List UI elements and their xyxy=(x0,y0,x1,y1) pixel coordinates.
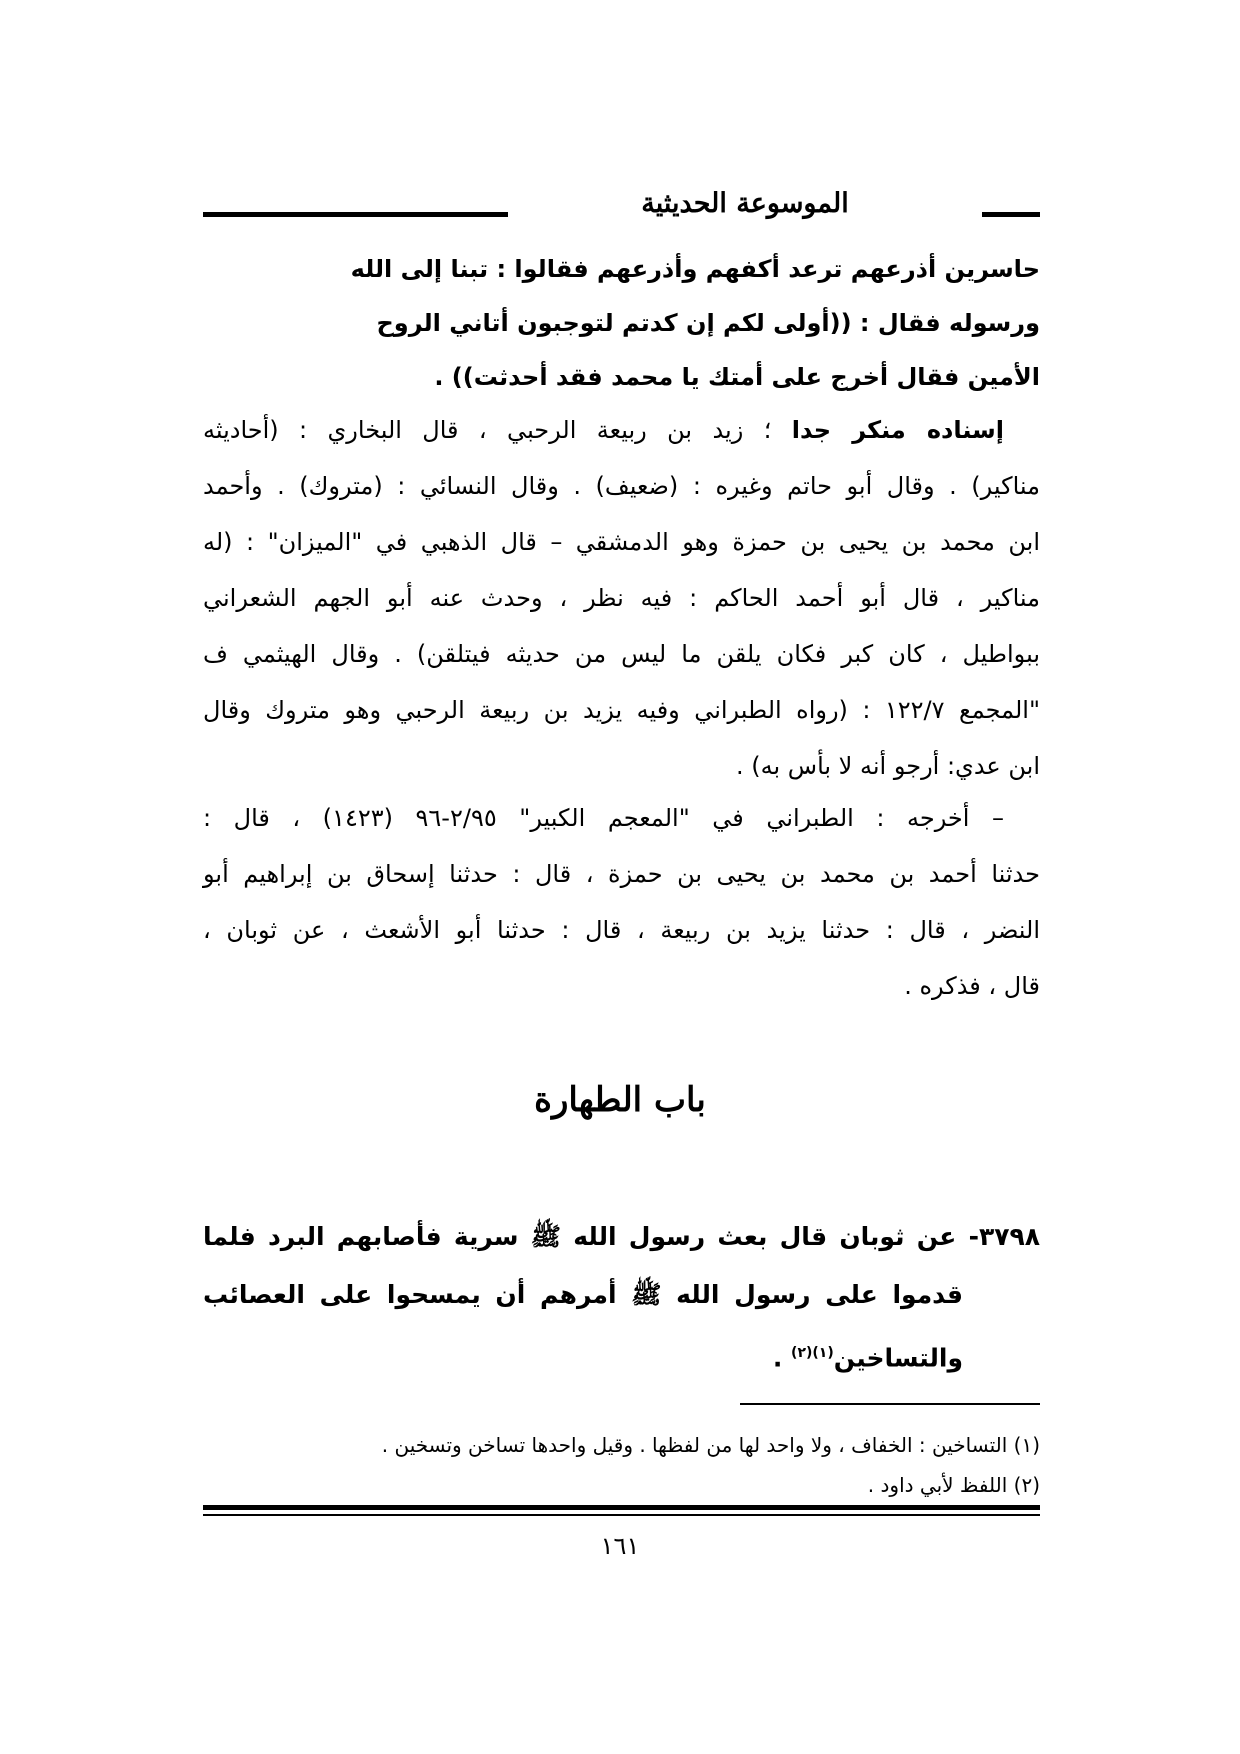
text-line: ورسوله فقال : ((أولى لكم إن كدتم لتوجبون أتاني الروح xyxy=(376,309,1040,337)
text-line: الأمين فقال أخرج على أمتك يا محمد فقد أحدثت)) . xyxy=(434,363,1040,391)
text-line xyxy=(203,790,1040,846)
hadith-end: . xyxy=(772,1343,792,1373)
footnote-ref-1[interactable]: (١) xyxy=(812,1345,834,1361)
header-rule-right xyxy=(982,212,1040,217)
text-line: حاسرين أذرعهم ترعد أكفهم وأذرعهم فقالوا : تبنا إلى الله xyxy=(350,255,1040,283)
text-line: قدموا على رسول الله ﷺ أمرهم أن يمسحوا على العصائب xyxy=(203,1280,963,1309)
footnote-separator xyxy=(740,1403,1040,1405)
text-line xyxy=(203,1324,963,1382)
text-line: ابن عدي: أرجو أنه لا بأس به) . xyxy=(735,752,1040,780)
footnotes xyxy=(203,1425,1040,1505)
paragraph-isnad xyxy=(203,402,1040,794)
hadith-entry xyxy=(203,1208,1040,1382)
footnote-1: (١) التساخين : الخفاف ، ولا واحد لها من لفظها . وقيل واحدها تساخن وتسخين . xyxy=(381,1433,1040,1457)
text-line: النضر ، قال : حدثنا يزيد بن ربيعة ، قال : حدثنا أبو الأشعث ، عن ثوبان ، xyxy=(203,916,1040,944)
text-line: ٣٧٩٨- عن ثوبان قال بعث رسول الله ﷺ سرية فأصابهم البرد فلما xyxy=(203,1222,1040,1251)
chapter-heading: باب الطهارة xyxy=(534,1080,706,1120)
text-line: حدثنا أحمد بن محمد بن يحيى بن حمزة ، قال : حدثنا إسحاق بن إبراهيم أبو xyxy=(203,860,1040,888)
page-number: ١٦١ xyxy=(600,1532,640,1560)
hadith-last-word: والتساخين xyxy=(833,1343,963,1373)
text-line: "المجمع ١٢٢/٧ : (رواه الطبراني وفيه يزيد بن ربيعة الرحبي وهو متروك وقال xyxy=(203,696,1040,724)
text-line: مناكير) . وقال أبو حاتم وغيره : (ضعيف) . وقال النسائي : (متروك) . وأحمد xyxy=(203,472,1040,500)
footer-rule-thick xyxy=(203,1505,1040,1510)
text-line xyxy=(203,402,1040,458)
footnote-2: (٢) اللفظ لأبي داود . xyxy=(867,1473,1040,1497)
text-line: قال ، فذكره . xyxy=(904,972,1040,1000)
isnad-lead: ؛ زيد بن ربيعة الرحبي ، قال البخاري : (أحاديثه xyxy=(203,416,792,444)
isnad-verdict: إسناده منكر جدا xyxy=(791,416,1005,444)
text-line: ببواطيل ، كان كبر فكان يلقن ما ليس من حديثه فيتلقن) . وقال الهيثمي ف xyxy=(203,640,1040,668)
paragraph-continuation xyxy=(350,242,1040,404)
footnote-ref-2[interactable]: (٢) xyxy=(791,1345,813,1361)
paragraph-takhrij xyxy=(203,790,1040,1014)
footer-rule-thin xyxy=(203,1514,1040,1516)
text-line-content: – أخرجه : الطبراني في "المعجم الكبير" ٢/٩٥-٩٦ (١٤٢٣) ، قال : xyxy=(203,804,1004,832)
running-header xyxy=(203,188,1040,232)
text-line: مناكير ، قال أبو أحمد الحاكم : فيه نظر ، وحدث عنه أبو الجهم الشعراني xyxy=(203,584,1040,612)
text-line: ابن محمد بن يحيى بن حمزة وهو الدمشقي – قال الذهبي في "الميزان" : (له xyxy=(203,528,1040,556)
header-title: الموسوعة الحديثية xyxy=(641,188,849,219)
header-rule-left xyxy=(203,212,508,217)
